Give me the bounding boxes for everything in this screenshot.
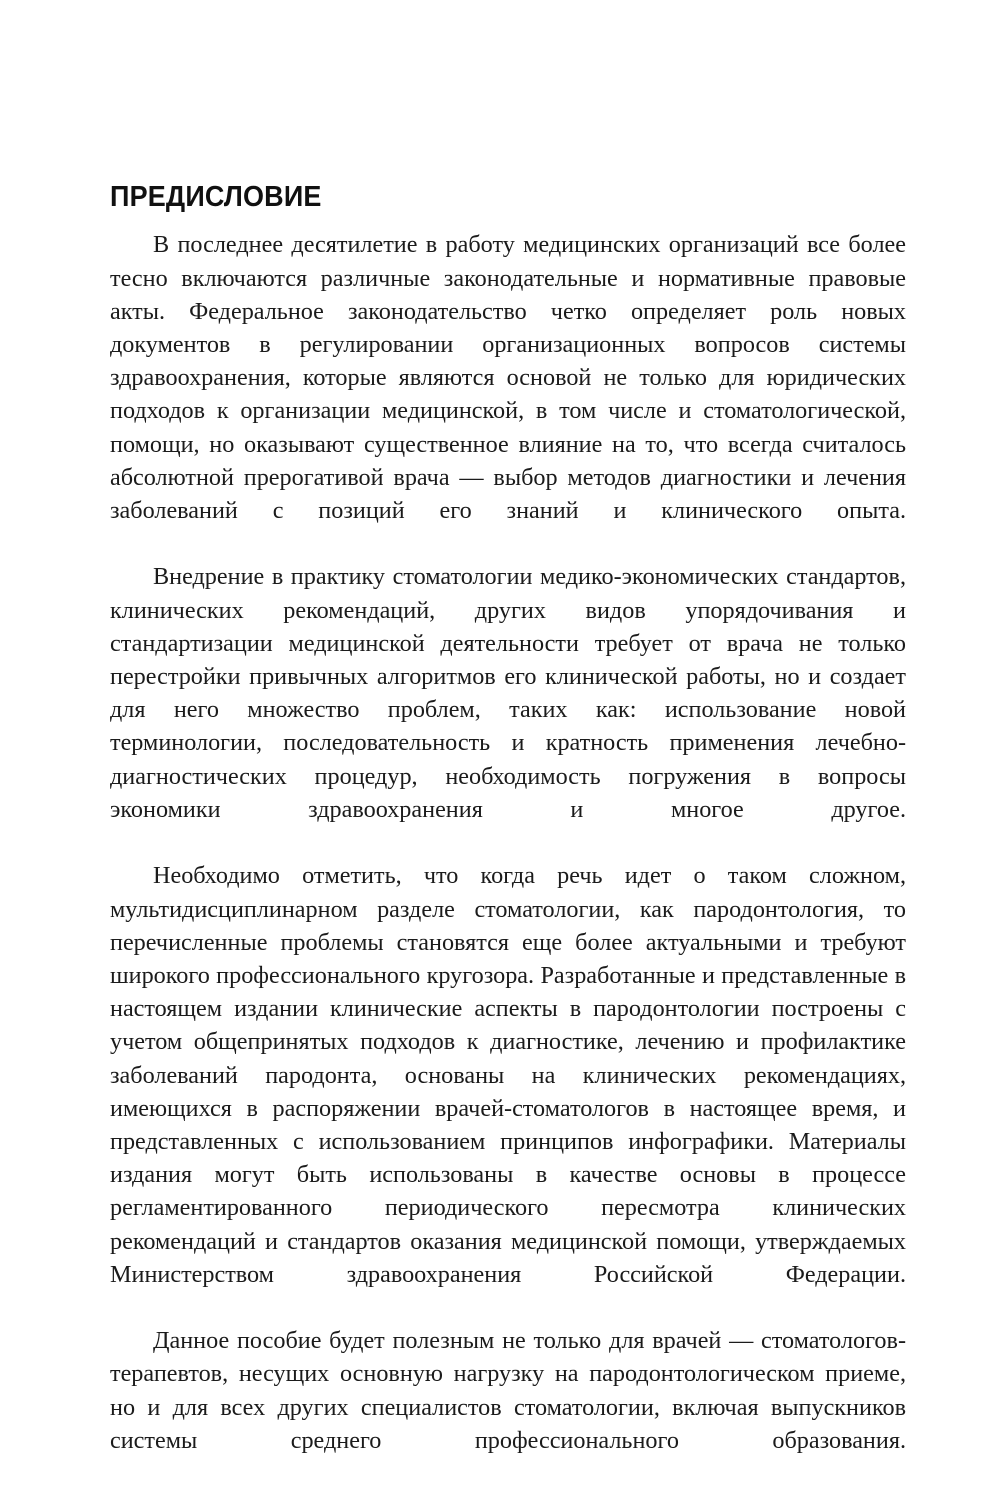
- paragraph-2: Внедрение в практику стоматологии медико-экономических стандартов, клинических рекомендаций, других видов упорядочивания и стандартизации медицинской деятельности требует от врача не только перестройки привычных алгоритмов его клинической работы, но и создает для него множество проблем, таких как: использование новой терминологии, последовательность и кратность применения лечебно-диагностических процедур, необходимость погружения в вопросы экономики здравоохранения и многое другое.: [110, 563, 906, 823]
- paragraph-1: В последнее десятилетие в работу медицинских организаций все более тесно включаются различные законодательные и нормативные правовые акты. Федеральное законодательство четко определяет роль новых документов в регулировании организационных вопросов системы здравоохранения, которые являются основой не только для юридических подходов к организации медицинской, в том числе и стоматологической, помощи, но оказывают существенное влияние на то, что всегда считалось абсолютной прерогативой врача — выбор методов диагностики и лечения заболеваний с позиций его знаний и клинического опыта.: [110, 231, 906, 525]
- page-title: ПРЕДИСЛОВИЕ: [110, 181, 322, 213]
- page-content-block: [110, 182, 906, 1490]
- paragraph-3: Необходимо отметить, что когда речь идет о таком сложном, мультидисциплинарном разделе стоматологии, как пародонтология, то перечисленные проблемы становятся еще более актуальными и требуют широкого профессионального кругозора. Разработанные и представленные в настоящем издании клинические аспекты в пародонтологии построены с учетом общепринятых подходов к диагностике, лечению и профилактике заболеваний пародонта, основаны на клинических рекомендациях, имеющихся в распоряжении врачей-стоматологов в настоящее время, и представленных с использованием принципов инфографики. Материалы издания могут быть использованы в качестве основы в процессе регламентированного периодического пересмотра клинических рекомендаций и стандартов оказания медицинской помощи, утверждаемых Министерством здравоохранения Российской Федерации.: [110, 862, 906, 1288]
- body-text-block: [110, 228, 906, 1490]
- paragraph-4: Данное пособие будет полезным не только для врачей — стоматологов-терапевтов, несущих основную нагрузку на пародонтологическом приеме, но и для всех других специалистов стоматологии, включая выпускников системы среднего профессионального образования.: [110, 1327, 906, 1454]
